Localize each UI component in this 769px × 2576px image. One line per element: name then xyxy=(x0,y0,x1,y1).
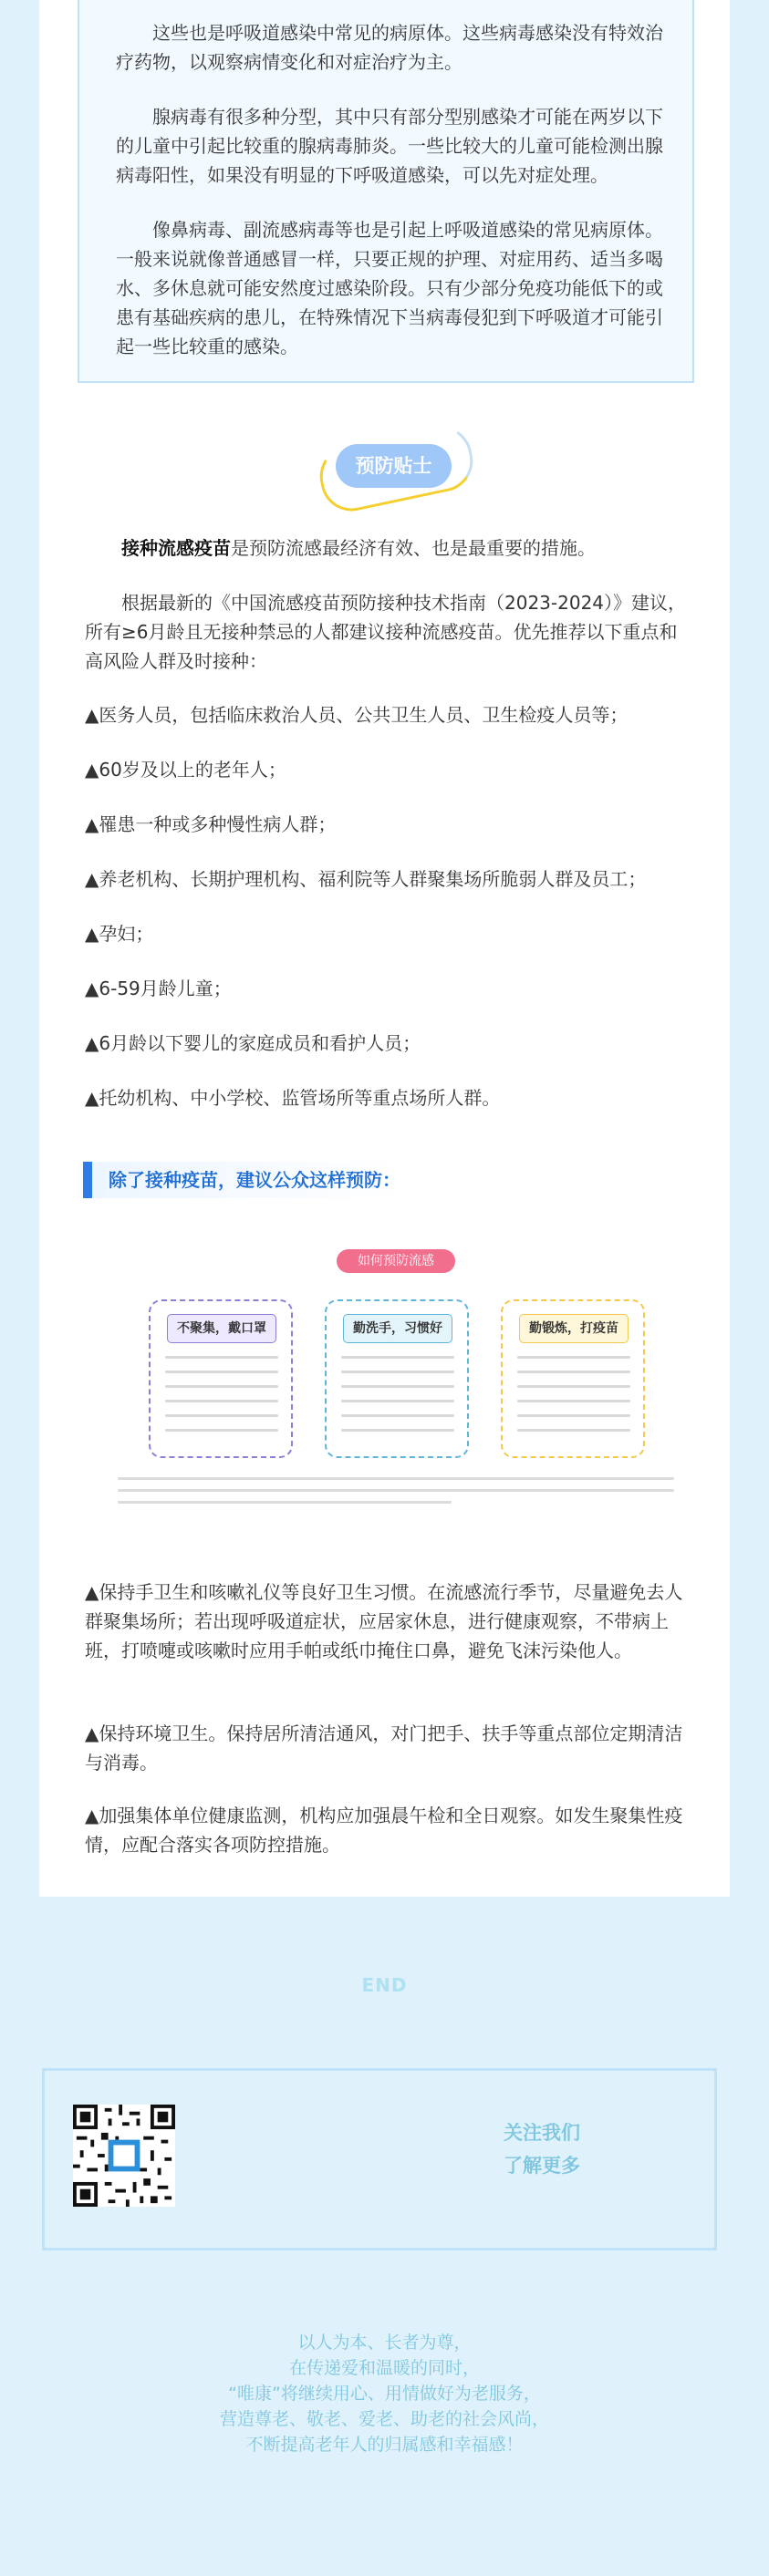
motto-line: “唯康”将继续用心、用情做好为老服务， xyxy=(228,2384,541,2404)
measure-item: ▲保持环境卫生。保持居所清洁通风，对门把手、扶手等重点部位定期清洁与消毒。 xyxy=(85,1723,683,1774)
follow-box xyxy=(42,2068,717,2250)
vaccine-lead-rest: 是预防流感最经济有效、也是最重要的措施。 xyxy=(231,537,596,559)
motto-line: 营造尊老、敬老、爱老、助老的社会风尚， xyxy=(219,2409,549,2429)
intro-paragraph: 腺病毒有很多种分型，其中只有部分型别感染才可能在两岁以下的儿童中引起比较重的腺病毒肺炎。一些比较大的儿童可能检测出腺病毒阳性，如果没有明显的下呼吸道感染，可以先对症处理。 xyxy=(116,106,663,186)
prevention-infographic xyxy=(94,1249,696,1523)
infographic-tag: 如何预防流感 xyxy=(337,1249,455,1273)
card-title: 勤洗手，习惯好 xyxy=(343,1314,452,1343)
intro-paragraph: 这些也是呼吸道感染中常见的病原体。这些病毒感染没有特效治疗药物，以观察病情变化和对症治疗为主。 xyxy=(116,22,663,73)
follow-line-1: 关注我们 xyxy=(504,2122,580,2144)
priority-group-item: ▲60岁及以上的老年人； xyxy=(85,759,286,781)
motto-line: 在传递爱和温暖的同时， xyxy=(288,2358,480,2378)
subheading-text: 除了接种疫苗，建议公众这样预防： xyxy=(109,1169,400,1191)
priority-group-item: ▲6-59月龄儿童； xyxy=(85,978,232,999)
card-title: 不聚集，戴口罩 xyxy=(167,1314,276,1343)
priority-group-item: ▲医务人员，包括临床救治人员、公共卫生人员、卫生检疫人员等； xyxy=(85,704,629,726)
section-title-pill: 预防贴士 xyxy=(336,444,452,488)
card-title: 勤锻炼，打疫苗 xyxy=(519,1314,629,1343)
motto-line: 不断提高老年人的归属感和幸福感！ xyxy=(245,2435,524,2455)
infographic-card-exercise xyxy=(501,1299,645,1458)
vaccine-lead-bold: 接种流感疫苗 xyxy=(121,537,231,559)
infographic-card-handwash xyxy=(325,1299,469,1458)
priority-group-item: ▲罹患一种或多种慢性病人群； xyxy=(85,813,337,835)
prevention-subheading xyxy=(83,1162,402,1198)
follow-text xyxy=(451,2116,633,2182)
guideline-paragraph: 根据最新的《中国流感疫苗预防接种技术指南（2023-2024）》建议，所有≥6月龄且无接种禁忌的人都建议接种流感疫苗。优先推荐以下重点和高风险人群及时接种： xyxy=(85,592,687,672)
priority-group-item: ▲孕妇； xyxy=(85,923,154,945)
article-card xyxy=(39,0,730,1897)
card-text-lines xyxy=(517,1356,630,1443)
intro-paragraph: 像鼻病毒、副流感病毒等也是引起上呼吸道感染的常见病原体。一般来说就像普通感冒一样，只要正规的护理、对症用药、适当多喝水、多休息就可能安然度过感染阶段。只有少部分免疫功能低下的或患有基础疾病的患儿，在特殊情况下当病毒侵犯到下呼吸道才可能引起一些比较重的感染。 xyxy=(116,219,663,357)
vaccine-lead xyxy=(85,533,687,563)
intro-box xyxy=(78,0,694,383)
card-text-lines xyxy=(165,1356,278,1443)
priority-group-item: ▲托幼机构、中小学校、监管场所等重点场所人群。 xyxy=(85,1087,501,1109)
infographic-card-mask xyxy=(149,1299,293,1458)
qr-code-icon[interactable] xyxy=(73,2105,175,2207)
follow-line-2: 了解更多 xyxy=(504,2155,580,2177)
measure-item: ▲保持手卫生和咳嗽礼仪等良好卫生习惯。在流感流行季节，尽量避免去人群聚集场所；若出现呼吸道症状，应居家休息，进行健康观察，不带病上班，打喷嚏或咳嗽时应用手帕或纸巾掩住口鼻，避免飞沫污染他人。 xyxy=(85,1581,683,1661)
infographic-footnote-lines xyxy=(118,1477,674,1513)
subheading-accent-bar xyxy=(83,1162,92,1198)
end-marker: END xyxy=(361,1974,408,1996)
priority-group-item: ▲6月龄以下婴儿的家庭成员和看护人员； xyxy=(85,1032,421,1054)
closing-motto xyxy=(0,2330,769,2457)
measure-item: ▲加强集体单位健康监测，机构应加强晨午检和全日观察。如发生聚集性疫情，应配合落实各项防控措施。 xyxy=(85,1805,683,1856)
priority-group-item: ▲养老机构、长期护理机构、福利院等人群聚集场所脆弱人群及员工； xyxy=(85,868,647,890)
card-text-lines xyxy=(341,1356,454,1443)
motto-line: 以人为本、长者为尊， xyxy=(297,2333,472,2353)
